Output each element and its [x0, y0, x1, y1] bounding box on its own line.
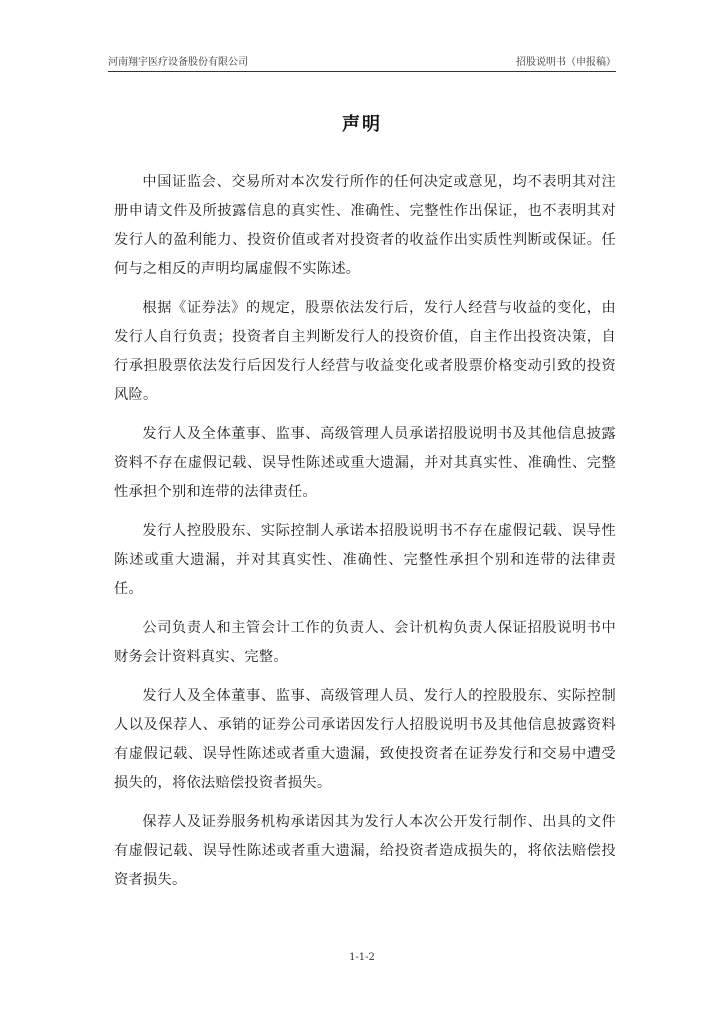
statement-paragraph: 保荐人及证券服务机构承诺因其为发行人本次公开发行制作、出具的文件有虚假记载、误导性陈述或者重大遗漏，给投资者造成损失的，将依法赔偿投资者损失。	[114, 814, 616, 888]
statement-paragraph: 发行人及全体董事、监事、高级管理人员、发行人的控股股东、实际控制人以及保荐人、承销的证券公司承诺因发行人招股说明书及其他信息披露资料有虚假记载、误导性陈述或者重大遗漏，致使投资者在证券发行和交易中遭受损失的，将依法赔偿投资者损失。	[114, 688, 616, 791]
page-number: 1-1-2	[349, 952, 375, 963]
statement-paragraph: 发行人控股股东、实际控制人承诺本招股说明书不存在虚假记载、误导性陈述或重大遗漏，并对其真实性、准确性、完整性承担个别和连带的法律责任。	[114, 523, 616, 597]
page-header	[108, 50, 616, 72]
statement-paragraph: 公司负责人和主管会计工作的负责人、会计机构负责人保证招股说明书中财务会计资料真实、完整。	[114, 620, 616, 665]
statement-paragraph: 中国证监会、交易所对本次发行所作的任何决定或意见，均不表明其对注册申请文件及所披露信息的真实性、准确性、完整性作出保证，也不表明其对发行人的盈利能力、投资价值或者对投资者的收益作出实质性判断或保证。任何与之相反的声明均属虚假不实陈述。	[114, 174, 616, 277]
statement-paragraph: 根据《证券法》的规定，股票依法发行后，发行人经营与收益的变化，由发行人自行负责；投资者自主判断发行人的投资价值，自主作出投资决策，自行承担股票依法发行后因发行人经营与收益变化或者股票价格变动引致的投资风险。	[114, 300, 616, 403]
statement-body	[114, 168, 616, 905]
statement-paragraph: 发行人及全体董事、监事、高级管理人员承诺招股说明书及其他信息披露资料不存在虚假记载、误导性陈述或重大遗漏，并对其真实性、准确性、完整性承担个别和连带的法律责任。	[114, 426, 616, 500]
page-title: 声明	[342, 114, 382, 135]
header-company-name: 河南翔宇医疗设备股份有限公司	[108, 57, 248, 68]
header-document-type: 招股说明书（申报稿）	[516, 57, 616, 68]
